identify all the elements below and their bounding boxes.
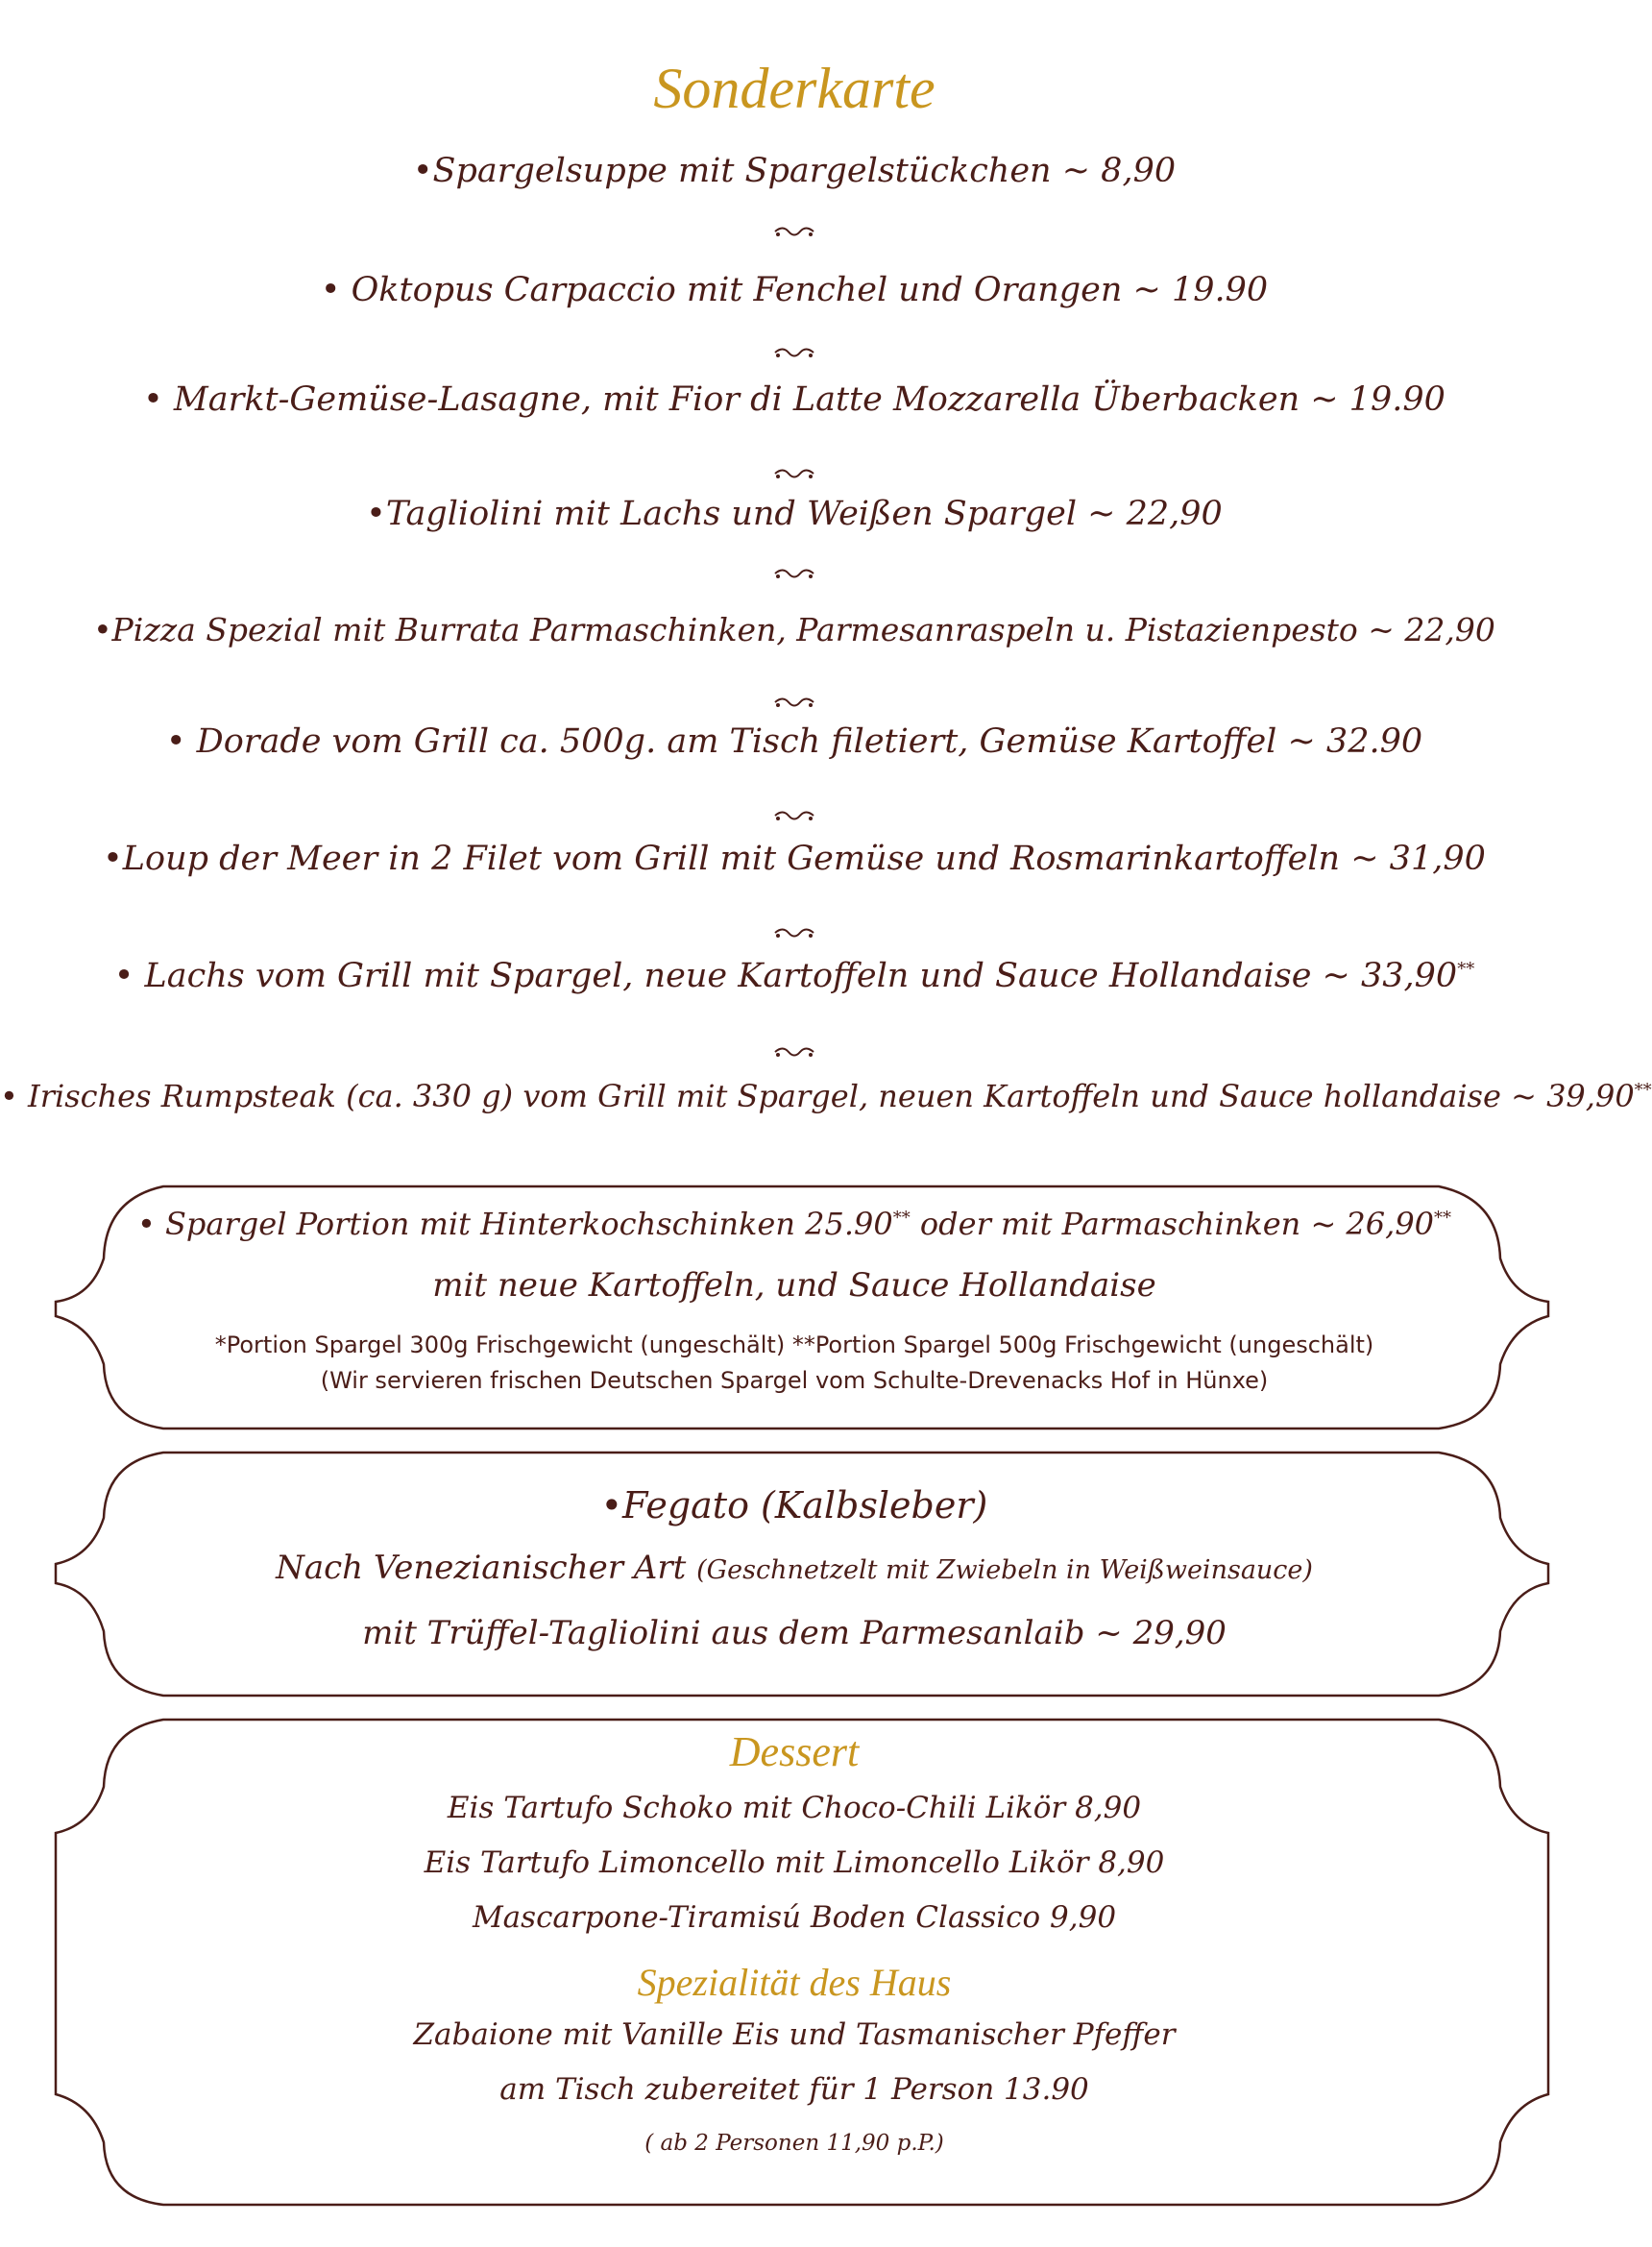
spargel-weight-note: *Portion Spargel 300g Frischgewicht (ungeschält) **Portion Spargel 500g Frischgewicht (ungeschält) (214, 1331, 1374, 1358)
special-note: ( ab 2 Personen 11,90 p.P.) (644, 2131, 944, 2156)
special-heading: Spezialität des Haus (637, 1961, 952, 2004)
ornament-icon (773, 924, 815, 941)
fegato-price-line: mit Trüffel-Tagliolini aus dem Parmesanlaib ~ 29,90 (362, 1614, 1227, 1652)
dessert-heading: Dessert (729, 1728, 860, 1775)
menu-item: • Dorade vom Grill ca. 500g. am Tisch filetiert, Gemüse Kartoffel ~ 32.90 (165, 722, 1423, 761)
special-line: Zabaione mit Vanille Eis und Tasmanischer Pfeffer (413, 2017, 1176, 2052)
ornament-icon (773, 223, 815, 240)
ornament-icon (773, 807, 815, 824)
ornament-icon (773, 465, 815, 482)
spargel-sides-line: mit neue Kartoffeln, und Sauce Hollandaise (432, 1266, 1156, 1305)
dessert-item: Mascarpone-Tiramisú Boden Classico 9,90 (472, 1900, 1117, 1935)
ornament-icon (773, 565, 815, 582)
fegato-title: •Fegato (Kalbsleber) (600, 1484, 988, 1526)
menu-item: •Tagliolini mit Lachs und Weißen Spargel ~ 22,90 (366, 495, 1223, 533)
menu-item: •Spargelsuppe mit Spargelstückchen ~ 8,90 (412, 152, 1177, 190)
spargel-origin-note: (Wir servieren frischen Deutschen Spargel vom Schulte-Drevenacks Hof in Hünxe) (320, 1367, 1269, 1394)
menu-item: •Loup der Meer in 2 Filet vom Grill mit Gemüse und Rosmarinkartoffeln ~ 31,90 (103, 840, 1486, 878)
spargel-portion-line: • Spargel Portion mit Hinterkochschinken 25.90** oder mit Parmaschinken ~ 26,90** (136, 1206, 1452, 1242)
dessert-item: Eis Tartufo Schoko mit Choco-Chili Likör 8,90 (447, 1791, 1142, 1825)
menu-item: • Markt-Gemüse-Lasagne, mit Fior di Latte Mozzarella Überbacken ~ 19.90 (143, 380, 1446, 419)
menu-item: • Oktopus Carpaccio mit Fenchel und Orangen ~ 19.90 (320, 271, 1269, 309)
menu-title: Sonderkarte (653, 57, 935, 120)
ornament-icon (773, 694, 815, 711)
ornament-icon (773, 1043, 815, 1061)
menu-item: •Pizza Spezial mit Burrata Parmaschinken, Parmesanraspeln u. Pistazienpesto ~ 22,90 (93, 611, 1495, 648)
ornament-icon (773, 344, 815, 361)
fegato-style-line: Nach Venezianischer Art (Geschnetzelt mit Zwiebeln in Weißweinsauce) (276, 1549, 1313, 1587)
menu-item: • Lachs vom Grill mit Spargel, neue Kartoffeln und Sauce Hollandaise ~ 33,90** (113, 957, 1475, 995)
special-line: am Tisch zubereitet für 1 Person 13.90 (499, 2072, 1089, 2107)
dessert-item: Eis Tartufo Limoncello mit Limoncello Likör 8,90 (424, 1845, 1165, 1880)
menu-item: • Irisches Rumpsteak (ca. 330 g) vom Grill mit Spargel, neuen Kartoffeln und Sauce hollandaise ~ 39,90** (0, 1078, 1652, 1114)
